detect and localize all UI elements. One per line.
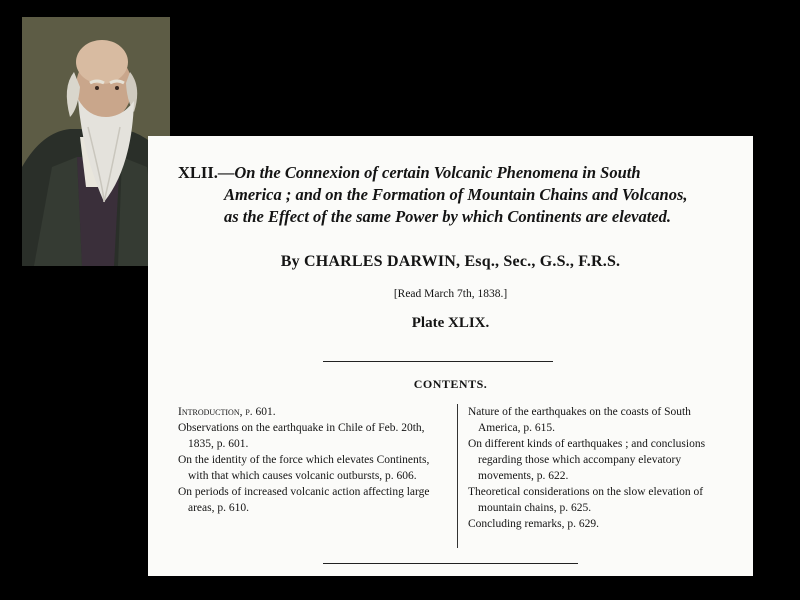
contents-entry: On periods of increased volcanic action affecting large areas, p. 610. xyxy=(178,486,430,514)
read-date: [Read March 7th, 1838.] xyxy=(393,288,508,300)
contents-entry: Concluding remarks, p. 629. xyxy=(468,518,599,530)
title-line-1: On the Connexion of certain Volcanic Phenomena in South xyxy=(234,163,641,182)
top-rule xyxy=(323,361,553,362)
contents-entry: On the identity of the force which elevates Continents, with that which causes volcanic outbursts, p. 606. xyxy=(178,454,430,482)
contents-left-column xyxy=(178,404,448,516)
contents-entry: Nature of the earthquakes on the coasts of South America, p. 615. xyxy=(468,406,691,434)
contents-heading: CONTENTS. xyxy=(413,377,488,391)
paper-number: XLII.— xyxy=(178,163,235,182)
contents-entry: Theoretical considerations on the slow elevation of mountain chains, p. 625. xyxy=(468,486,704,514)
author-line: By CHARLES DARWIN, Esq., Sec., G.S., F.R.S. xyxy=(280,253,621,270)
column-divider xyxy=(457,404,458,548)
contents-entry: On different kinds of earthquakes ; and conclusions regarding those which accompany elevatory movements, p. 622. xyxy=(468,438,706,482)
paper-title xyxy=(178,162,733,228)
paper-page xyxy=(148,136,753,576)
bottom-rule xyxy=(323,563,578,564)
title-line-3: as the Effect of the same Power by which Continents are elevated. xyxy=(224,207,671,226)
contents-entry: Observations on the earthquake in Chile of Feb. 20th, 1835, p. 601. xyxy=(178,422,425,450)
title-line-2: America ; and on the Formation of Mountain Chains and Volcanos, xyxy=(224,185,688,204)
contents-right-column xyxy=(468,404,733,532)
contents-entry: Introduction, p. 601. xyxy=(178,406,276,418)
plate-label: Plate XLIX. xyxy=(411,315,490,331)
